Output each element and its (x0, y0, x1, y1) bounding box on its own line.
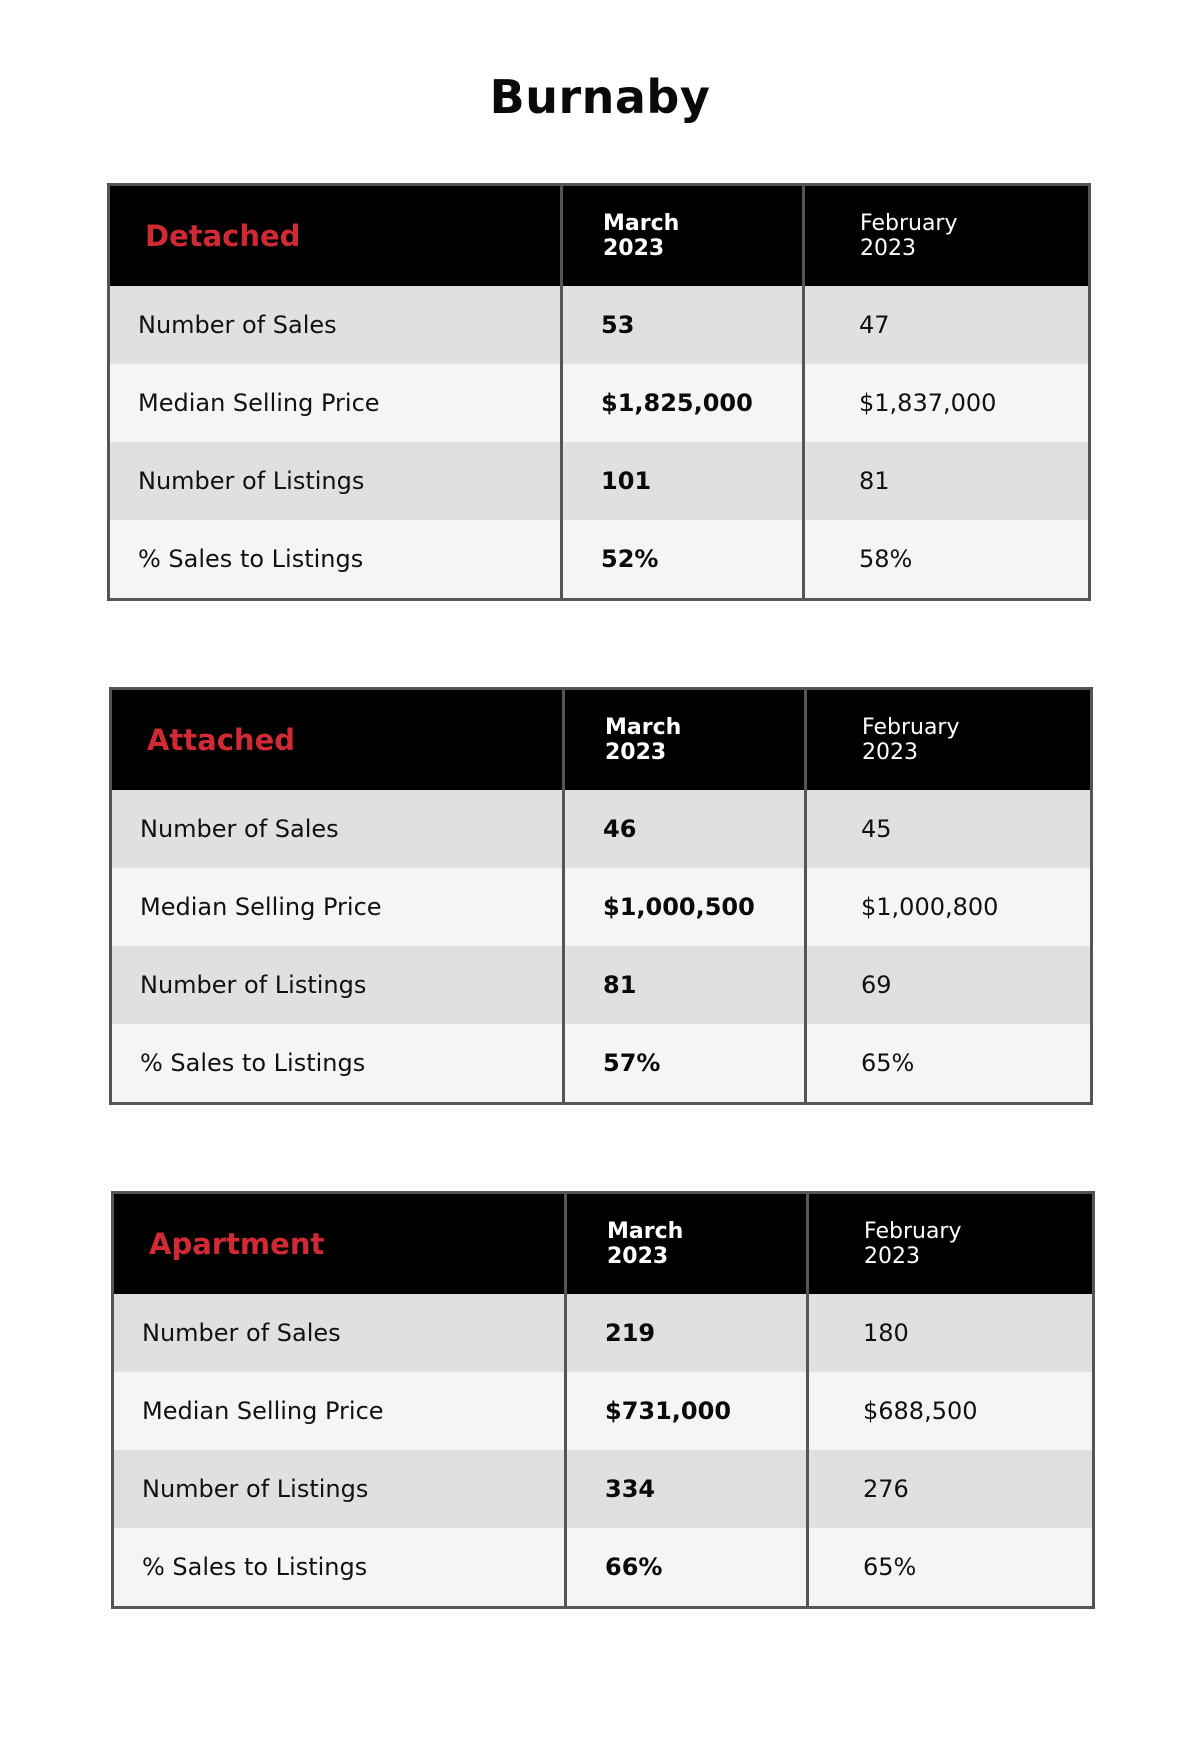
current-value: 53 (560, 286, 802, 364)
year-label: 2023 (603, 236, 665, 261)
category-title: Detached (145, 219, 301, 253)
current-value: 66% (564, 1528, 806, 1606)
year-label: 2023 (864, 1244, 920, 1269)
table-header (112, 690, 1090, 790)
previous-value: 45 (804, 790, 1090, 868)
row-label: % Sales to Listings (142, 1553, 368, 1581)
previous-value: 47 (802, 286, 1088, 364)
row-label: Number of Listings (138, 467, 365, 495)
previous-value: 81 (802, 442, 1088, 520)
table-row (110, 286, 1088, 364)
table-row (114, 1372, 1092, 1450)
month-label: March (603, 211, 680, 236)
month-label: March (605, 715, 682, 740)
row-label: % Sales to Listings (138, 545, 364, 573)
current-value: 52% (560, 520, 802, 598)
current-value: $1,000,500 (562, 868, 804, 946)
table-row (110, 520, 1088, 598)
month-label: February (860, 211, 958, 236)
row-label: Median Selling Price (140, 893, 382, 921)
previous-value: 58% (802, 520, 1088, 598)
current-value: 46 (562, 790, 804, 868)
page-title: Burnaby (489, 70, 711, 124)
current-period-header (562, 690, 804, 790)
table-row (114, 1450, 1092, 1528)
previous-period-header (806, 1194, 1092, 1294)
current-period-header (564, 1194, 806, 1294)
table-row (112, 946, 1090, 1024)
month-label: February (864, 1219, 962, 1244)
previous-value: 69 (804, 946, 1090, 1024)
table-header (114, 1194, 1092, 1294)
row-label: Number of Listings (142, 1475, 369, 1503)
apartment-table (111, 1191, 1095, 1609)
current-value: 81 (562, 946, 804, 1024)
table-row (110, 442, 1088, 520)
row-label: Number of Listings (140, 971, 367, 999)
previous-value: $1,837,000 (802, 364, 1088, 442)
row-label: Median Selling Price (142, 1397, 384, 1425)
previous-period-header (802, 186, 1088, 286)
year-label: 2023 (862, 740, 918, 765)
current-value: 57% (562, 1024, 804, 1102)
year-label: 2023 (607, 1244, 669, 1269)
table-row (112, 790, 1090, 868)
detached-table (107, 183, 1091, 601)
previous-value: $1,000,800 (804, 868, 1090, 946)
current-period-header (560, 186, 802, 286)
table-row (114, 1294, 1092, 1372)
table-row (114, 1528, 1092, 1606)
month-label: March (607, 1219, 684, 1244)
table-row (110, 364, 1088, 442)
previous-value: $688,500 (806, 1372, 1092, 1450)
row-label: Number of Sales (140, 815, 339, 843)
row-label: Number of Sales (142, 1319, 341, 1347)
attached-table (109, 687, 1093, 1105)
previous-value: 276 (806, 1450, 1092, 1528)
month-label: February (862, 715, 960, 740)
current-value: 334 (564, 1450, 806, 1528)
previous-period-header (804, 690, 1090, 790)
previous-value: 65% (804, 1024, 1090, 1102)
year-label: 2023 (605, 740, 667, 765)
year-label: 2023 (860, 236, 916, 261)
row-label: % Sales to Listings (140, 1049, 366, 1077)
previous-value: 180 (806, 1294, 1092, 1372)
previous-value: 65% (806, 1528, 1092, 1606)
table-row (112, 1024, 1090, 1102)
current-value: $1,825,000 (560, 364, 802, 442)
row-label: Median Selling Price (138, 389, 380, 417)
category-title: Attached (147, 723, 296, 757)
table-header (110, 186, 1088, 286)
current-value: 219 (564, 1294, 806, 1372)
row-label: Number of Sales (138, 311, 337, 339)
current-value: 101 (560, 442, 802, 520)
table-row (112, 868, 1090, 946)
current-value: $731,000 (564, 1372, 806, 1450)
category-title: Apartment (149, 1227, 325, 1261)
